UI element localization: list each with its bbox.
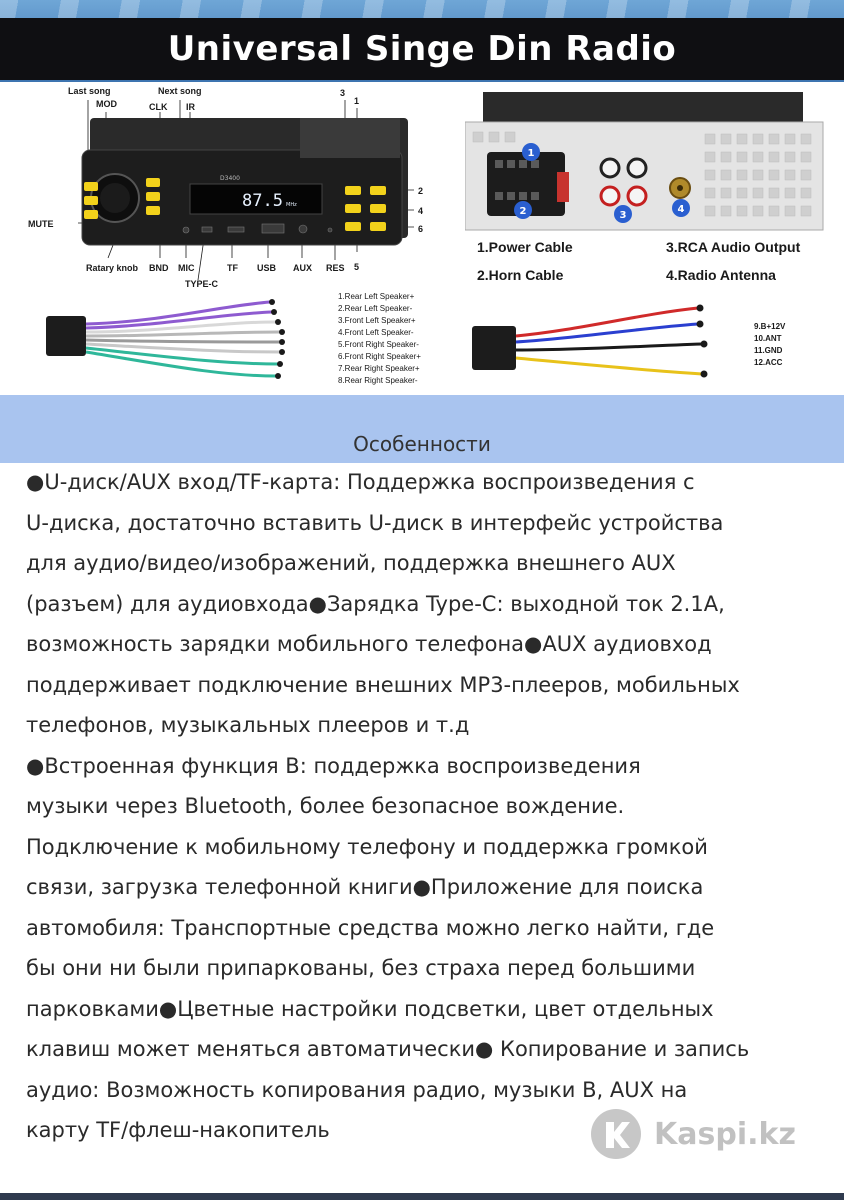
features-line: аудио: Возможность копирования радио, музыки B, AUX на bbox=[26, 1077, 688, 1102]
banner-title-box bbox=[0, 18, 844, 80]
label-ir: IR bbox=[186, 102, 195, 112]
label-num-6: 6 bbox=[418, 224, 424, 234]
speaker-harness-illustration bbox=[40, 292, 335, 390]
radio-display-unit: MHz bbox=[286, 202, 297, 208]
speaker-wire-4: 4.Front Left Speaker- bbox=[338, 328, 414, 337]
features-line: возможность зарядки мобильного телефона●AUX аудиовход bbox=[26, 632, 712, 656]
features-line: автомобиля: Транспортные средства можно легко найти, где bbox=[26, 915, 715, 940]
label-res: RES bbox=[326, 263, 345, 273]
svg-text:1: 1 bbox=[527, 148, 535, 159]
label-num-4: 4 bbox=[418, 206, 424, 216]
kaspi-watermark bbox=[590, 1108, 796, 1160]
features-line: парковками●Цветные настройки подсветки, цвет отдельных bbox=[26, 996, 714, 1021]
features-line: (разъем) для аудиовхода●Зарядка Type-C: выходной ток 2.1A, bbox=[26, 591, 725, 616]
speaker-wire-8: 8.Rear Right Speaker- bbox=[338, 376, 418, 385]
features-line: поддерживает подключение внешних MP3-плееров, мобильных bbox=[26, 672, 740, 697]
power-harness-illustration bbox=[470, 300, 750, 390]
features-line: U-диска, достаточно вставить U-диск в интерфейс устройства bbox=[26, 510, 724, 535]
svg-text:4: 4 bbox=[677, 204, 685, 215]
power-wire-9: 9.B+12V bbox=[754, 322, 786, 331]
features-line: клавиш может меняться автоматически● Копирование и запись bbox=[26, 1037, 750, 1061]
rear-label-rca-output: 3.RCA Audio Output bbox=[666, 239, 801, 255]
bottom-edge-bar bbox=[0, 1193, 844, 1200]
radio-front-panel-illustration bbox=[60, 90, 420, 280]
power-wire-11: 11.GND bbox=[754, 346, 783, 355]
svg-text:3: 3 bbox=[619, 210, 627, 221]
label-num-5: 5 bbox=[354, 262, 360, 272]
features-line: карту TF/флеш-накопитель bbox=[26, 1118, 330, 1142]
label-mod: MOD bbox=[96, 99, 117, 109]
label-aux: AUX bbox=[293, 263, 313, 273]
kaspi-logo-icon bbox=[590, 1108, 642, 1160]
features-line: ●Встроенная функция B: поддержка воспроизведения bbox=[26, 753, 641, 778]
label-last-song: Last song bbox=[68, 86, 111, 96]
features-line: ●U-диск/AUX вход/TF-карта: Поддержка воспроизведения с bbox=[26, 470, 695, 494]
label-num-3: 3 bbox=[340, 88, 346, 98]
label-tf: TF bbox=[227, 263, 238, 273]
radio-rear-panel-illustration bbox=[465, 92, 825, 232]
kaspi-watermark-text: Kaspi.kz bbox=[654, 1116, 796, 1152]
label-rotary-knob: Ratary knob bbox=[86, 263, 139, 273]
features-line: телефонов, музыкальных плееров и т.д bbox=[26, 713, 470, 737]
label-type-c: TYPE-C bbox=[185, 279, 219, 289]
features-line: связи, загрузка телефонной книги●Приложение для поиска bbox=[26, 875, 704, 899]
features-line: бы они ни были припаркованы, без страха перед большими bbox=[26, 956, 696, 980]
banner-title: Universal Singe Din Radio bbox=[167, 29, 677, 69]
label-num-2: 2 bbox=[418, 186, 424, 196]
label-mic: MIC bbox=[178, 263, 195, 273]
speaker-wire-7: 7.Rear Right Speaker+ bbox=[338, 364, 420, 373]
rear-label-power-cable: 1.Power Cable bbox=[477, 239, 573, 255]
speaker-wire-2: 2.Rear Left Speaker- bbox=[338, 304, 413, 313]
radio-display-frequency: 87.5 bbox=[242, 191, 283, 211]
speaker-wire-5: 5.Front Right Speaker- bbox=[338, 340, 419, 349]
speaker-wire-3: 3.Front Left Speaker+ bbox=[338, 316, 416, 325]
label-next-song: Next song bbox=[158, 86, 202, 96]
features-description bbox=[26, 462, 826, 1151]
features-line: для аудио/видео/изображений, поддержка внешнего AUX bbox=[26, 551, 676, 575]
power-wire-12: 12.ACC bbox=[754, 358, 783, 367]
features-line: музыки через Bluetooth, более безопасное вождение. bbox=[26, 794, 625, 818]
label-usb: USB bbox=[257, 263, 277, 273]
label-mute: MUTE bbox=[28, 219, 54, 229]
radio-model-label: D3400 bbox=[220, 175, 240, 182]
features-line: Подключение к мобильному телефону и поддержка громкой bbox=[26, 834, 708, 859]
speaker-wire-6: 6.Front Right Speaker+ bbox=[338, 352, 421, 361]
rear-label-horn-cable: 2.Horn Cable bbox=[477, 267, 564, 283]
section-title: Особенности bbox=[353, 432, 491, 456]
label-num-1: 1 bbox=[354, 96, 360, 106]
label-clk: CLK bbox=[149, 102, 168, 112]
speaker-wire-1: 1.Rear Left Speaker+ bbox=[338, 292, 415, 301]
label-bnd: BND bbox=[149, 263, 169, 273]
svg-text:2: 2 bbox=[519, 206, 527, 217]
rear-label-radio-antenna: 4.Radio Antenna bbox=[666, 267, 776, 283]
product-banner-image bbox=[0, 0, 844, 395]
power-wire-10: 10.ANT bbox=[754, 334, 782, 343]
